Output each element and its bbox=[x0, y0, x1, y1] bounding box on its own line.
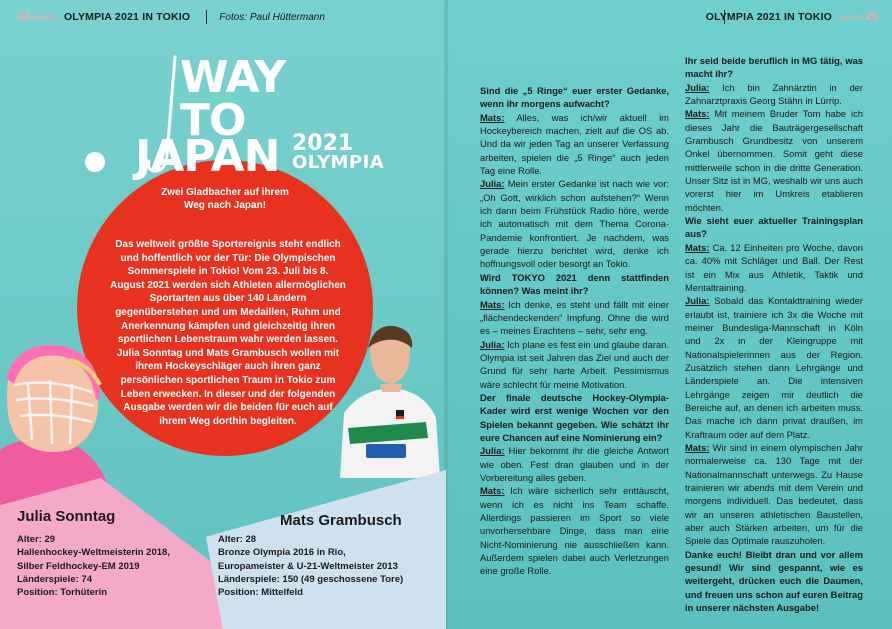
interview-question: Ihr seid beide beruflich in MG tätig, was macht ihr? bbox=[685, 55, 863, 80]
interview-answer bbox=[480, 177, 669, 270]
left-header-title: OLYMPIA 2021 IN TOKIO bbox=[63, 11, 191, 23]
right-header-title: OLYMPIA 2021 IN TOKIO bbox=[705, 11, 833, 23]
interview-answer bbox=[480, 484, 669, 577]
answer-text: Sobald das Kontakttraining wieder erlaubt ist, trainiere ich 3x die Woche mit meiner Bundesliga-Mannschaft in Köln und 2x in der Kleingruppe mit Nationalspielerinnen aus der Region. Zusätzlich stehen dann Lehrgänge und Länderspiele an. Die intensiven Lehrgänge zeigen mir deutlich die Bereiche auf, an denen ich arbeiten muss. Das mache ich dann privat draußen, im Kraftraum oder auf dem Platz. bbox=[685, 295, 863, 440]
mats-info-line: Bronze Olympia 2016 in Rio, bbox=[218, 547, 346, 559]
answer-speaker: Mats: bbox=[480, 298, 505, 310]
left-header bbox=[0, 0, 446, 34]
interview-answer bbox=[480, 111, 669, 178]
mats-info-line: Position: Mittelfeld bbox=[218, 587, 303, 599]
julia-photo bbox=[0, 340, 130, 510]
interview-question: Wird TOKYO 2021 denn stattfinden können? Was meint ihr? bbox=[480, 271, 669, 297]
wordmark-year: 2021 bbox=[292, 131, 354, 156]
answer-speaker: Mats: bbox=[685, 441, 710, 453]
interview-answer bbox=[480, 338, 669, 391]
answer-text: Mit meinem Bruder Tom habe ich dieses Jahr die Bauträgergesellschaft Grambusch Grundbesitz von unserem Onkel übernommen. Somit geht diese mittlerweile schon in die dritte Generation. Unser Sitz ist in MG, weshalb wir uns auch vorerst hier im Umkreis etablieren möchten. bbox=[685, 108, 863, 213]
answer-speaker: Mats: bbox=[685, 108, 710, 120]
answer-speaker: Julia: bbox=[480, 445, 505, 457]
hockey-ball-icon bbox=[85, 152, 105, 172]
answer-text: Ca. 12 Einheiten pro Woche, davon ca. 40% mit Schläger und Ball. Der Rest ist ein Mix aus Athletik, Taktik und Mentaltraining. bbox=[685, 241, 863, 293]
mats-info-line: Alter: 28 bbox=[218, 534, 257, 545]
right-page-number: 25 bbox=[865, 11, 878, 23]
julia-info-line: Silber Feldhockey-EM 2019 bbox=[17, 560, 140, 572]
interview-closing: Danke euch! Bleibt dran und vor allem gesund! Wir sind gespannt, wie es weitergeht, drücken euch die Daumen, und freuen uns schon auf euren Beitrag in unserer nächsten Ausgabe! bbox=[685, 548, 863, 614]
answer-text: Hier bekommt ihr die gleiche Antwort wie oben. Fest dran glauben und in der Vorbereitung alles geben. bbox=[480, 445, 669, 483]
intro-text: Das weltweit größte Sportereignis steht endlich und hoffentlich vor der Tür: Die Olympischen Sommerspiele in Tokio! Vom 23. Juli bis 8. August 2021 werden sich Athleten allermöglichen Sportarten aus über 140 Ländern gegenüberstehen und um Medaillen, Ruhm und Anerkennung kämpfen und gleichzeitig ihren sportlichen Lebenstraum wahr werden lassen. Julia Sonntag und Mats Grambusch wollen mit ihrem Hockeyschläger auch ihren ganz persönlichen sportlichen Traum in Tokio zum Leben erwecken. In dieser und der folgenden Ausgabe werden wir die beiden für euch auf ihrem Weg dorthin begleiten. bbox=[110, 239, 346, 427]
mats-photo bbox=[330, 318, 446, 478]
answer-text: Ich denke, es steht und fällt mit einer „flächendeckenden“ Impfung. Ohne die wird es – meines Erachtens – sehr, sehr eng. bbox=[480, 298, 669, 337]
interview-answer bbox=[685, 107, 863, 214]
answer-speaker: Mats: bbox=[480, 485, 505, 497]
answer-speaker: Julia: bbox=[480, 338, 505, 350]
julia-info-line: Alter: 29 bbox=[17, 534, 56, 545]
julia-info-line: Position: Torhüterin bbox=[17, 587, 108, 599]
answer-text: Alles, was ich/wir aktuell im Hockeybereich machen, zielt auf die OS ab. Und da wir jeden Tag an unserer Verfassung arbeiten, spielen die „5 Ringe“ auch jeden Tag eine Rolle. bbox=[480, 111, 669, 177]
intro-headline: Zwei Gladbacher auf ihrem Weg nach Japan! bbox=[161, 187, 289, 211]
mats-info-line: Europameister & U-21-Weltmeister 2013 bbox=[218, 560, 398, 572]
interview-question: Wie sieht euer aktueller Trainingsplan aus? bbox=[685, 215, 863, 240]
answer-text: Ich wäre sicherlich sehr enttäuscht, wenn ich es nicht ins Team schaffe. Allerdings passieren im Sport so viele unvorhersehbare Dinge, dass man eine Nicht-Nominierung nie ausschließen kann. Außerdem spielen dabei auch Verletzungen eine große Rolle. bbox=[480, 485, 669, 577]
wordmark-to: TO bbox=[180, 95, 246, 146]
mats-name: Mats Grambusch bbox=[280, 512, 402, 529]
interview-question: Der finale deutsche Hockey-Olympia-Kader wird erst wenige Wochen vor den Spielen bekannt gegeben. Wie schätzt ihr eure Chancen auf eine Nominierung ein? bbox=[480, 391, 669, 443]
right-header bbox=[446, 0, 892, 34]
julia-name: Julia Sonntag bbox=[17, 508, 116, 525]
julia-info-line: Länderspiele: 74 bbox=[17, 573, 92, 585]
mats-info-line: Länderspiele: 150 (49 geschossene Tore) bbox=[218, 573, 404, 585]
left-page-number: 24 bbox=[18, 11, 31, 23]
wordmark-olympia: OLYMPIA bbox=[292, 152, 385, 173]
answer-text: Wir sind in einem olympischen Jahr normalerweise ca. 130 Tage mit der Nationalmannschaft unterwegs. Zu Hause trainieren wir abends mit dem Verein und morgens individuell. Das bedeutet, dass wir an unseren athletischen Baustellen, aber auch Stärken arbeiten, um für die Spiele das Optimale rauszuholen. bbox=[685, 441, 863, 547]
julia-info bbox=[17, 533, 217, 599]
answer-speaker: Julia: bbox=[480, 178, 505, 190]
julia-info-line: Hallenhockey-Weltmeisterin 2018, bbox=[17, 547, 170, 559]
photo-credit: Fotos: Paul Hüttermann bbox=[219, 11, 325, 23]
right-page-suffix: sport01 bbox=[838, 12, 865, 22]
answer-text: Ich bin Zahnärztin in der Zahnarztpraxis Georg Stähn in Lürrip. bbox=[685, 81, 863, 107]
interview-answer bbox=[480, 444, 669, 484]
interview-question: Sind die „5 Ringe“ euer erster Gedanke, wenn ihr morgens aufwacht? bbox=[480, 85, 669, 110]
interview-column-2 bbox=[685, 54, 863, 614]
interview-answer bbox=[685, 294, 863, 441]
interview-answer bbox=[685, 241, 863, 294]
interview-answer bbox=[685, 441, 863, 548]
answer-speaker: Mats: bbox=[685, 241, 710, 253]
answer-speaker: Julia: bbox=[685, 81, 710, 93]
interview-answer bbox=[685, 81, 863, 108]
answer-text: Ich plane es fest ein und glaube daran. Olympia ist seit Jahren das Ziel und auch der Grund für sehr harte Arbeit. Pessimismus wäre schlecht für meine Motivation. bbox=[480, 338, 669, 390]
header-divider bbox=[206, 10, 207, 24]
wordmark-japan: JAPAN bbox=[135, 131, 280, 182]
answer-speaker: Mats: bbox=[480, 111, 505, 123]
answer-text: Mein erster Gedanke ist nach wie vor: „Oh Gott, wirklich schon aufstehen?“ Wenn ich dann beim Frühstück Radio höre, werde ich automatisch mit dem Thema Corona-Pandemie konfrontiert. Je nachdem, was gerade hierzu berichtet wird, denke ich hoffnungsvoll oder besorgt an Tokio. bbox=[480, 178, 669, 270]
interview-column-1 bbox=[480, 84, 669, 578]
interview-answer bbox=[480, 298, 669, 338]
left-page-suffix: sport01 bbox=[31, 12, 58, 22]
answer-speaker: Julia: bbox=[685, 295, 710, 307]
wordmark-way: WAY bbox=[180, 52, 286, 103]
mats-info bbox=[218, 533, 443, 599]
